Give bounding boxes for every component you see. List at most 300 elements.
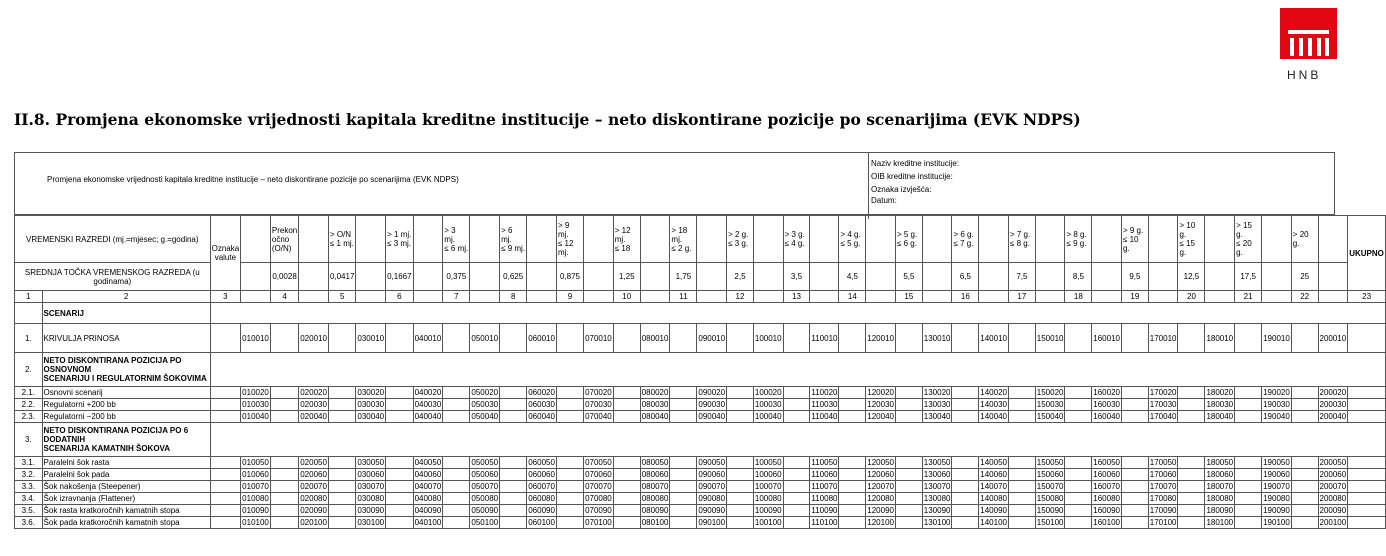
empty-cell: [527, 263, 557, 291]
value-cell[interactable]: [670, 493, 697, 505]
value-cell[interactable]: [1291, 387, 1318, 399]
value-cell[interactable]: [783, 399, 810, 411]
value-cell[interactable]: [613, 399, 640, 411]
table-row: [15, 387, 1386, 399]
value-cell[interactable]: [839, 324, 866, 353]
value-cell[interactable]: [952, 505, 979, 517]
value-cell[interactable]: [1235, 505, 1262, 517]
value-cell[interactable]: [270, 399, 298, 411]
value-cell[interactable]: [328, 469, 355, 481]
value-cell[interactable]: [443, 481, 470, 493]
value-cell[interactable]: [839, 517, 866, 529]
value-cell[interactable]: [1065, 411, 1092, 423]
value-cell[interactable]: [500, 517, 527, 529]
value-cell[interactable]: [1178, 517, 1205, 529]
value-cell[interactable]: [500, 481, 527, 493]
value-cell[interactable]: [270, 493, 298, 505]
value-cell[interactable]: [556, 399, 583, 411]
value-cell[interactable]: [670, 481, 697, 493]
value-cell[interactable]: [783, 411, 810, 423]
currency-cell[interactable]: [210, 517, 241, 529]
value-cell[interactable]: [1008, 411, 1035, 423]
value-cell[interactable]: [443, 324, 470, 353]
value-cell[interactable]: [727, 481, 754, 493]
value-cell[interactable]: [613, 324, 640, 353]
value-cell[interactable]: [1121, 469, 1148, 481]
value-cell[interactable]: [443, 411, 470, 423]
column-number: 7: [443, 291, 470, 303]
value-cell[interactable]: [386, 481, 413, 493]
value-cell[interactable]: [1065, 481, 1092, 493]
bucket-midpoint: 17,5: [1235, 263, 1262, 291]
value-cell[interactable]: [952, 411, 979, 423]
value-cell[interactable]: [443, 517, 470, 529]
empty-cell: [1262, 291, 1292, 303]
value-cell[interactable]: [443, 493, 470, 505]
empty-cell: [810, 216, 839, 263]
value-cell[interactable]: [328, 387, 355, 399]
cell-code: 160070: [1093, 482, 1120, 491]
value-cell[interactable]: [1348, 517, 1386, 529]
value-cell[interactable]: [1178, 505, 1205, 517]
value-cell[interactable]: [500, 324, 527, 353]
value-cell[interactable]: [1348, 387, 1386, 399]
value-cell[interactable]: [386, 387, 413, 399]
cell-code: 080090: [641, 506, 669, 515]
value-cell[interactable]: [783, 469, 810, 481]
value-cell[interactable]: [1235, 324, 1262, 353]
cell-code: 120030: [867, 400, 894, 409]
cell-code: 110060: [811, 470, 838, 479]
value-cell[interactable]: [556, 411, 583, 423]
cell-code: 170070: [1149, 482, 1177, 491]
value-cell[interactable]: [1235, 411, 1262, 423]
empty-cell: [1318, 216, 1348, 263]
value-cell[interactable]: [443, 505, 470, 517]
empty-cell: [866, 291, 896, 303]
value-cell[interactable]: [1291, 505, 1318, 517]
value-cell[interactable]: [839, 399, 866, 411]
value-cell[interactable]: [328, 399, 355, 411]
value-cell[interactable]: [328, 457, 355, 469]
value-cell[interactable]: [1235, 481, 1262, 493]
value-cell[interactable]: [952, 399, 979, 411]
cell-code: 190050: [1263, 458, 1290, 467]
value-cell[interactable]: [1178, 387, 1205, 399]
value-cell[interactable]: [1178, 457, 1205, 469]
value-cell[interactable]: [500, 399, 527, 411]
value-cell[interactable]: [386, 517, 413, 529]
value-cell[interactable]: [500, 387, 527, 399]
value-cell[interactable]: [443, 387, 470, 399]
value-cell[interactable]: [1121, 517, 1148, 529]
value-cell[interactable]: [895, 457, 922, 469]
currency-cell[interactable]: [210, 411, 241, 423]
cell-code: 170090: [1149, 506, 1177, 515]
value-cell[interactable]: [386, 493, 413, 505]
value-cell[interactable]: [895, 399, 922, 411]
value-cell[interactable]: [895, 505, 922, 517]
value-cell[interactable]: [613, 469, 640, 481]
value-cell[interactable]: [270, 457, 298, 469]
value-cell[interactable]: [1008, 324, 1035, 353]
value-cell[interactable]: [556, 517, 583, 529]
cell-code: 140080: [980, 494, 1007, 503]
empty-cell: [470, 263, 500, 291]
column-number: 17: [1008, 291, 1035, 303]
cell-code: 200080: [1319, 494, 1347, 503]
value-cell[interactable]: [783, 324, 810, 353]
currency-cell[interactable]: [210, 469, 241, 481]
value-cell[interactable]: [670, 457, 697, 469]
value-cell[interactable]: [839, 493, 866, 505]
value-cell[interactable]: [1348, 481, 1386, 493]
table-row: [15, 469, 1386, 481]
value-cell[interactable]: [443, 457, 470, 469]
value-cell[interactable]: [839, 481, 866, 493]
value-cell[interactable]: [839, 505, 866, 517]
bucket-midpoint: 2,5: [727, 263, 754, 291]
value-cell[interactable]: [1235, 457, 1262, 469]
value-cell[interactable]: [1178, 411, 1205, 423]
cell-code: 010070: [242, 482, 269, 491]
value-cell[interactable]: [613, 387, 640, 399]
value-cell[interactable]: [670, 399, 697, 411]
cell-code: 040080: [414, 494, 442, 503]
value-cell[interactable]: [556, 481, 583, 493]
cell-code: 190040: [1263, 412, 1290, 421]
value-cell[interactable]: [1008, 481, 1035, 493]
value-cell[interactable]: [270, 324, 298, 353]
cell-code: 040040: [414, 412, 442, 421]
bucket-midpoint: 0,375: [443, 263, 470, 291]
value-cell[interactable]: [1008, 505, 1035, 517]
value-cell[interactable]: [895, 493, 922, 505]
cell-code: 100030: [754, 400, 782, 409]
cell-code: 110050: [811, 458, 838, 467]
value-cell[interactable]: [1121, 399, 1148, 411]
value-cell[interactable]: [783, 517, 810, 529]
value-cell[interactable]: [952, 324, 979, 353]
value-cell[interactable]: [895, 517, 922, 529]
value-cell[interactable]: [895, 481, 922, 493]
cell-code: 200020: [1319, 388, 1347, 397]
value-cell[interactable]: [1121, 505, 1148, 517]
currency-cell[interactable]: [210, 387, 241, 399]
value-cell[interactable]: [783, 387, 810, 399]
empty-cell: [241, 291, 271, 303]
value-cell[interactable]: [443, 469, 470, 481]
empty-cell: [299, 291, 329, 303]
value-cell[interactable]: [952, 481, 979, 493]
hnb-logo: [1280, 8, 1337, 59]
value-cell[interactable]: [839, 469, 866, 481]
value-cell[interactable]: [670, 411, 697, 423]
cell-code: 090010: [697, 324, 727, 353]
cell-code: 040100: [414, 518, 442, 527]
column-number: 8: [500, 291, 527, 303]
value-cell[interactable]: [328, 505, 355, 517]
cell-code: 090050: [698, 458, 726, 467]
table-row: [15, 399, 1386, 411]
cell-code: 020050: [300, 458, 327, 467]
value-cell[interactable]: [1065, 505, 1092, 517]
value-cell[interactable]: [1235, 493, 1262, 505]
value-cell[interactable]: [895, 411, 922, 423]
value-cell[interactable]: [783, 481, 810, 493]
value-cell[interactable]: [1348, 399, 1386, 411]
cell-code: 200010: [1318, 324, 1348, 353]
value-cell[interactable]: [1348, 324, 1386, 353]
bucket-midpoint: 5,5: [895, 263, 922, 291]
bucket-label: > 4 g. ≤ 5 g.: [839, 216, 866, 263]
empty-cell: [470, 216, 500, 263]
value-cell[interactable]: [1291, 399, 1318, 411]
value-cell[interactable]: [1178, 324, 1205, 353]
cell-code: 070080: [585, 494, 612, 503]
currency-cell[interactable]: [210, 493, 241, 505]
cell-code: 080020: [641, 388, 669, 397]
cell-code: 050060: [471, 470, 499, 479]
value-cell[interactable]: [556, 505, 583, 517]
cell-code: 110090: [811, 506, 838, 515]
value-cell[interactable]: [1291, 469, 1318, 481]
value-cell[interactable]: [727, 387, 754, 399]
value-cell[interactable]: [783, 457, 810, 469]
value-cell[interactable]: [839, 457, 866, 469]
value-cell[interactable]: [613, 457, 640, 469]
value-cell[interactable]: [270, 387, 298, 399]
bucket-midpoint: 0,1667: [386, 263, 413, 291]
currency-cell[interactable]: [210, 481, 241, 493]
cell-code: 080060: [641, 470, 669, 479]
value-cell[interactable]: [895, 324, 922, 353]
value-cell[interactable]: [500, 457, 527, 469]
value-cell[interactable]: [613, 505, 640, 517]
section-fill: [210, 303, 1385, 324]
bucket-label: > 20 g.: [1291, 216, 1318, 263]
cell-code: 010010: [241, 324, 271, 353]
cell-code: 130020: [923, 388, 951, 397]
value-cell[interactable]: [1348, 493, 1386, 505]
value-cell[interactable]: [670, 324, 697, 353]
value-cell[interactable]: [556, 469, 583, 481]
value-cell[interactable]: [1291, 457, 1318, 469]
value-cell[interactable]: [1121, 324, 1148, 353]
value-cell[interactable]: [1348, 411, 1386, 423]
value-cell[interactable]: [1291, 324, 1318, 353]
value-cell[interactable]: [328, 493, 355, 505]
value-cell[interactable]: [1008, 493, 1035, 505]
value-cell[interactable]: [1235, 469, 1262, 481]
value-cell[interactable]: [839, 387, 866, 399]
cell-code: 120080: [867, 494, 894, 503]
value-cell[interactable]: [1065, 469, 1092, 481]
cell-code: 140100: [980, 518, 1007, 527]
value-cell[interactable]: [783, 505, 810, 517]
value-cell[interactable]: [1008, 469, 1035, 481]
value-cell[interactable]: [1065, 324, 1092, 353]
cell-code: 050010: [470, 324, 500, 353]
cell-code: 160020: [1093, 388, 1120, 397]
value-cell[interactable]: [895, 469, 922, 481]
value-cell[interactable]: [1008, 387, 1035, 399]
value-cell[interactable]: [670, 517, 697, 529]
value-cell[interactable]: [895, 387, 922, 399]
currency-cell[interactable]: [210, 324, 241, 353]
currency-cell[interactable]: [210, 399, 241, 411]
value-cell[interactable]: [556, 324, 583, 353]
cell-code: 180080: [1206, 494, 1234, 503]
value-cell[interactable]: [727, 457, 754, 469]
value-cell[interactable]: [727, 469, 754, 481]
value-cell[interactable]: [443, 399, 470, 411]
value-cell[interactable]: [1065, 457, 1092, 469]
value-cell[interactable]: [727, 324, 754, 353]
value-cell[interactable]: [727, 399, 754, 411]
empty-cell: [1148, 263, 1178, 291]
value-cell[interactable]: [1348, 457, 1386, 469]
cell-code: 060090: [528, 506, 555, 515]
value-cell[interactable]: [1235, 399, 1262, 411]
empty-cell: [922, 216, 952, 263]
empty-cell: [922, 263, 952, 291]
value-cell[interactable]: [613, 411, 640, 423]
value-cell[interactable]: [613, 481, 640, 493]
value-cell[interactable]: [386, 399, 413, 411]
cell-code: 190020: [1263, 388, 1290, 397]
currency-cell[interactable]: [210, 505, 241, 517]
value-cell[interactable]: [952, 517, 979, 529]
value-cell[interactable]: [1121, 411, 1148, 423]
value-cell[interactable]: [500, 411, 527, 423]
value-cell[interactable]: [839, 411, 866, 423]
value-cell[interactable]: [270, 517, 298, 529]
value-cell[interactable]: [670, 505, 697, 517]
value-cell[interactable]: [556, 387, 583, 399]
value-cell[interactable]: [952, 387, 979, 399]
empty-cell: [1318, 291, 1348, 303]
value-cell[interactable]: [1065, 387, 1092, 399]
value-cell[interactable]: [727, 505, 754, 517]
value-cell[interactable]: [1235, 517, 1262, 529]
cell-code: 130050: [923, 458, 951, 467]
cell-code: 160080: [1093, 494, 1120, 503]
value-cell[interactable]: [386, 411, 413, 423]
currency-cell[interactable]: [210, 457, 241, 469]
cell-code: 040090: [414, 506, 442, 515]
row-label: Šok nakošenja (Steepener): [42, 481, 210, 493]
cell-code: 030100: [357, 518, 385, 527]
value-cell[interactable]: [727, 411, 754, 423]
empty-cell: [527, 291, 557, 303]
cell-code: 140090: [980, 506, 1007, 515]
cell-code: 120060: [867, 470, 894, 479]
value-cell[interactable]: [1291, 481, 1318, 493]
cell-code: 030060: [357, 470, 385, 479]
value-cell[interactable]: [1008, 399, 1035, 411]
value-cell[interactable]: [1178, 399, 1205, 411]
table-row: [15, 517, 1386, 529]
column-number: 15: [895, 291, 922, 303]
column-number: 13: [783, 291, 810, 303]
bucket-midpoint: 0,0028: [270, 263, 298, 291]
value-cell[interactable]: [1121, 387, 1148, 399]
value-cell[interactable]: [670, 469, 697, 481]
cell-code: 120070: [867, 482, 894, 491]
cell-code: 050100: [471, 518, 499, 527]
value-cell[interactable]: [270, 469, 298, 481]
cell-code: 110070: [811, 482, 838, 491]
value-cell[interactable]: [386, 457, 413, 469]
value-cell[interactable]: [1348, 505, 1386, 517]
value-cell[interactable]: [1348, 469, 1386, 481]
empty-cell: [413, 291, 443, 303]
value-cell[interactable]: [952, 493, 979, 505]
cell-code: 030020: [357, 388, 385, 397]
value-cell[interactable]: [613, 517, 640, 529]
institution-info: [868, 153, 959, 219]
value-cell[interactable]: [1291, 493, 1318, 505]
value-cell[interactable]: [328, 517, 355, 529]
value-cell[interactable]: [952, 469, 979, 481]
value-cell[interactable]: [952, 457, 979, 469]
value-cell[interactable]: [1178, 493, 1205, 505]
value-cell[interactable]: [727, 493, 754, 505]
value-cell[interactable]: [1065, 493, 1092, 505]
empty-cell: [753, 291, 783, 303]
value-cell[interactable]: [1008, 517, 1035, 529]
empty-cell: [640, 291, 670, 303]
value-cell[interactable]: [783, 493, 810, 505]
value-cell[interactable]: [1065, 399, 1092, 411]
value-cell[interactable]: [727, 517, 754, 529]
value-cell[interactable]: [556, 493, 583, 505]
column-number: 6: [386, 291, 413, 303]
cell-code: 040050: [414, 458, 442, 467]
value-cell[interactable]: [670, 387, 697, 399]
value-cell[interactable]: [1121, 493, 1148, 505]
value-cell[interactable]: [328, 324, 355, 353]
value-cell[interactable]: [270, 481, 298, 493]
value-cell[interactable]: [328, 481, 355, 493]
value-cell[interactable]: [1291, 411, 1318, 423]
value-cell[interactable]: [500, 469, 527, 481]
value-cell[interactable]: [386, 324, 413, 353]
value-cell[interactable]: [386, 469, 413, 481]
value-cell[interactable]: [1178, 469, 1205, 481]
cell-code: 160100: [1093, 518, 1120, 527]
value-cell[interactable]: [1235, 387, 1262, 399]
value-cell[interactable]: [500, 493, 527, 505]
value-cell[interactable]: [270, 505, 298, 517]
cell-code: 080080: [641, 494, 669, 503]
value-cell[interactable]: [1121, 457, 1148, 469]
value-cell[interactable]: [386, 505, 413, 517]
value-cell[interactable]: [1121, 481, 1148, 493]
value-cell[interactable]: [1008, 457, 1035, 469]
value-cell[interactable]: [556, 457, 583, 469]
value-cell[interactable]: [270, 411, 298, 423]
value-cell[interactable]: [328, 411, 355, 423]
value-cell[interactable]: [613, 493, 640, 505]
value-cell[interactable]: [1065, 517, 1092, 529]
value-cell[interactable]: [500, 505, 527, 517]
value-cell[interactable]: [1291, 517, 1318, 529]
bucket-label: > 3 g. ≤ 4 g.: [783, 216, 810, 263]
value-cell[interactable]: [1178, 481, 1205, 493]
empty-cell: [1092, 291, 1122, 303]
